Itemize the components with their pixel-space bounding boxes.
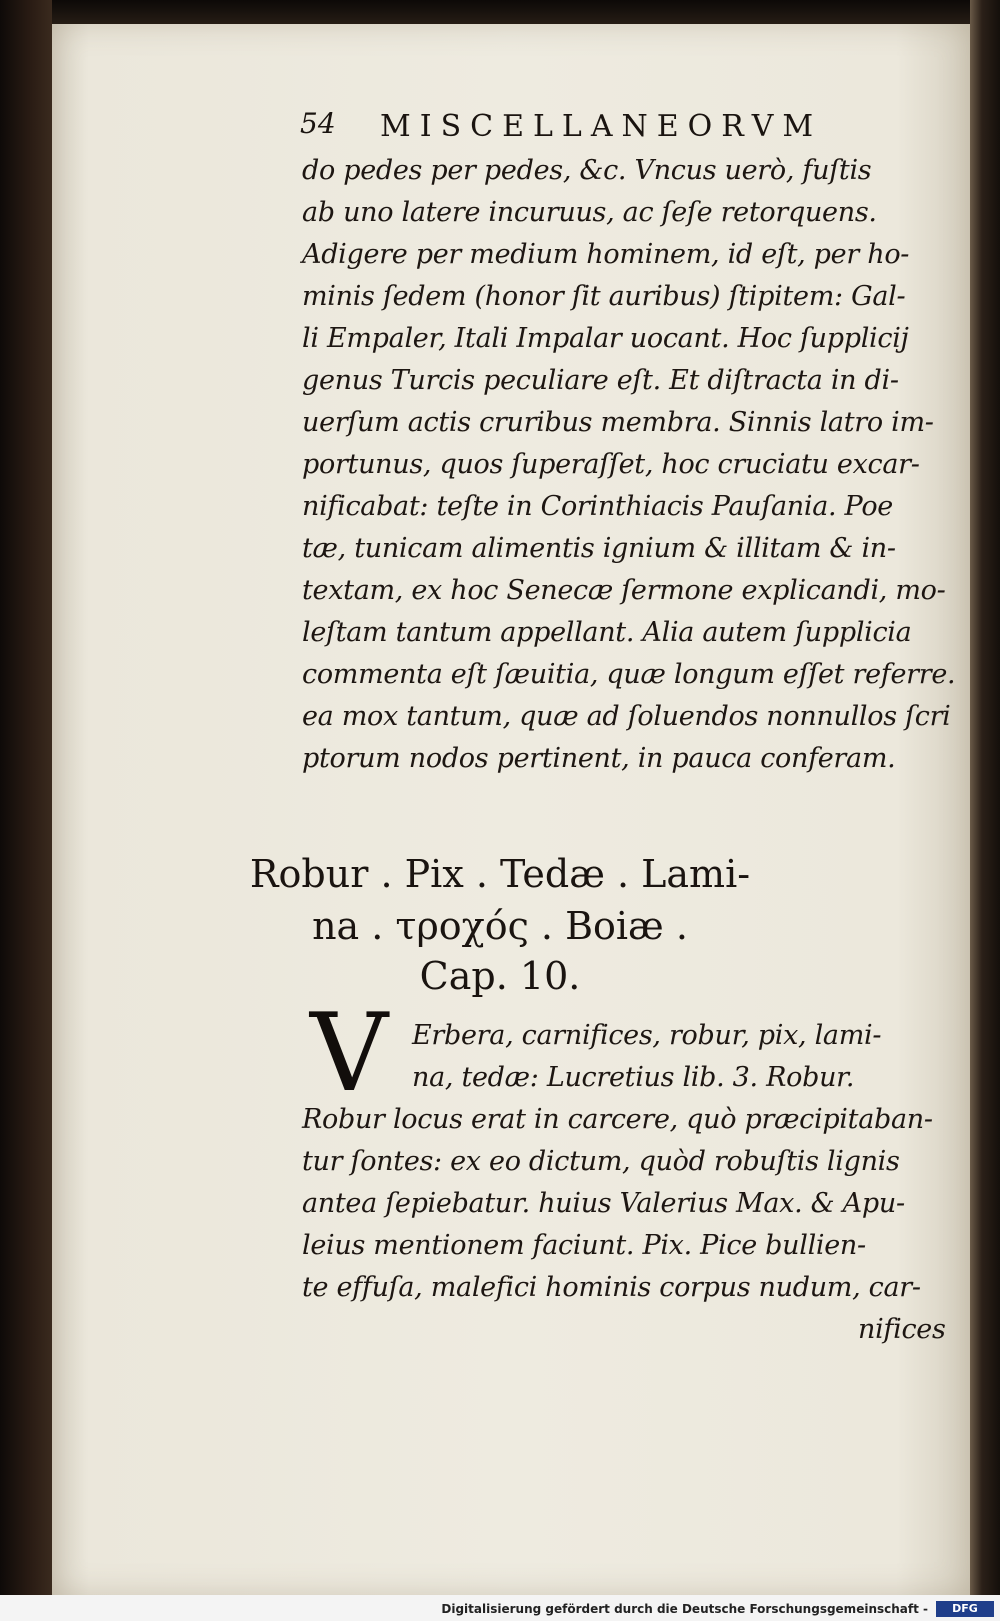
text-line: li Empaler, Itali Impalar uocant. Hoc ſupplicij bbox=[302, 323, 909, 354]
page-header bbox=[300, 107, 900, 151]
funding-note: Digitalisierung gefördert durch die Deutsche Forschungsgemeinschaft - bbox=[441, 1602, 928, 1616]
running-head: MISCELLANEORVM bbox=[380, 109, 823, 144]
text-line: nificabat: teſte in Corinthiacis Pauſania. Poe bbox=[302, 491, 893, 522]
text-line: Adigere per medium hominem, id eſt, per ho- bbox=[302, 239, 910, 270]
chapter-title-line: na . τροχός . Boiæ . bbox=[312, 904, 688, 948]
chapter-title-line: Robur . Pix . Tedæ . Lami- bbox=[249, 852, 751, 896]
text-line: Robur locus erat in carcere, quò præcipitaban- bbox=[302, 1104, 933, 1135]
text-line: do pedes per pedes, &c. Vncus uerò, fuſtis bbox=[302, 155, 872, 186]
page-number: 54 bbox=[300, 107, 336, 140]
text-line: antea ſepiebatur. huius Valerius Max. & Apu- bbox=[302, 1188, 905, 1219]
chapter-number: Cap. 10. bbox=[419, 954, 581, 998]
text-line: te effuſa, malefici hominis corpus nudum, car- bbox=[302, 1272, 921, 1303]
text-line: ptorum nodos pertinent, in pauca conferam. bbox=[302, 743, 896, 774]
text-line: minis ſedem (honor ſit auribus) ſtipitem: Gal- bbox=[302, 281, 906, 312]
text-line: leſtam tantum appellant. Alia autem ſupplicia bbox=[302, 617, 912, 648]
text-line: commenta eſt ſæuitia, quæ longum eſſet referre. bbox=[302, 659, 956, 690]
text-line: ea mox tantum, quæ ad ſoluendos nonnullos ſcri bbox=[302, 701, 951, 732]
catchword: nifices bbox=[858, 1314, 946, 1345]
text-line: textam, ex hoc Senecæ ſermone explicandi, mo- bbox=[302, 575, 946, 606]
text-line: tur ſontes: ex eo dictum, quòd robuſtis lignis bbox=[302, 1146, 900, 1177]
text-line: tæ, tunicam alimentis ignium & illitam & in- bbox=[302, 533, 896, 564]
text-line: leius mentionem faciunt. Pix. Pice bullien- bbox=[302, 1230, 866, 1261]
text-line: portunus, quos ſuperaſſet, hoc cruciatu excar- bbox=[302, 449, 920, 480]
text-line: Erbera, carnifices, robur, pix, lami- bbox=[412, 1020, 882, 1051]
scan-frame-left bbox=[0, 0, 52, 1621]
text-line: genus Turcis peculiare eſt. Et diſtracta in di- bbox=[302, 365, 899, 396]
dfg-logo: DFG bbox=[936, 1601, 994, 1617]
text-line: na, tedæ: Lucretius lib. 3. Robur. bbox=[412, 1062, 855, 1093]
scan-frame-right bbox=[970, 0, 1000, 1621]
text-line: uerſum actis cruribus membra. Sinnis latro im- bbox=[302, 407, 934, 438]
drop-cap-initial: V bbox=[310, 991, 388, 1116]
text-line: ab uno latere incuruus, ac ſeſe retorquens. bbox=[302, 197, 877, 228]
